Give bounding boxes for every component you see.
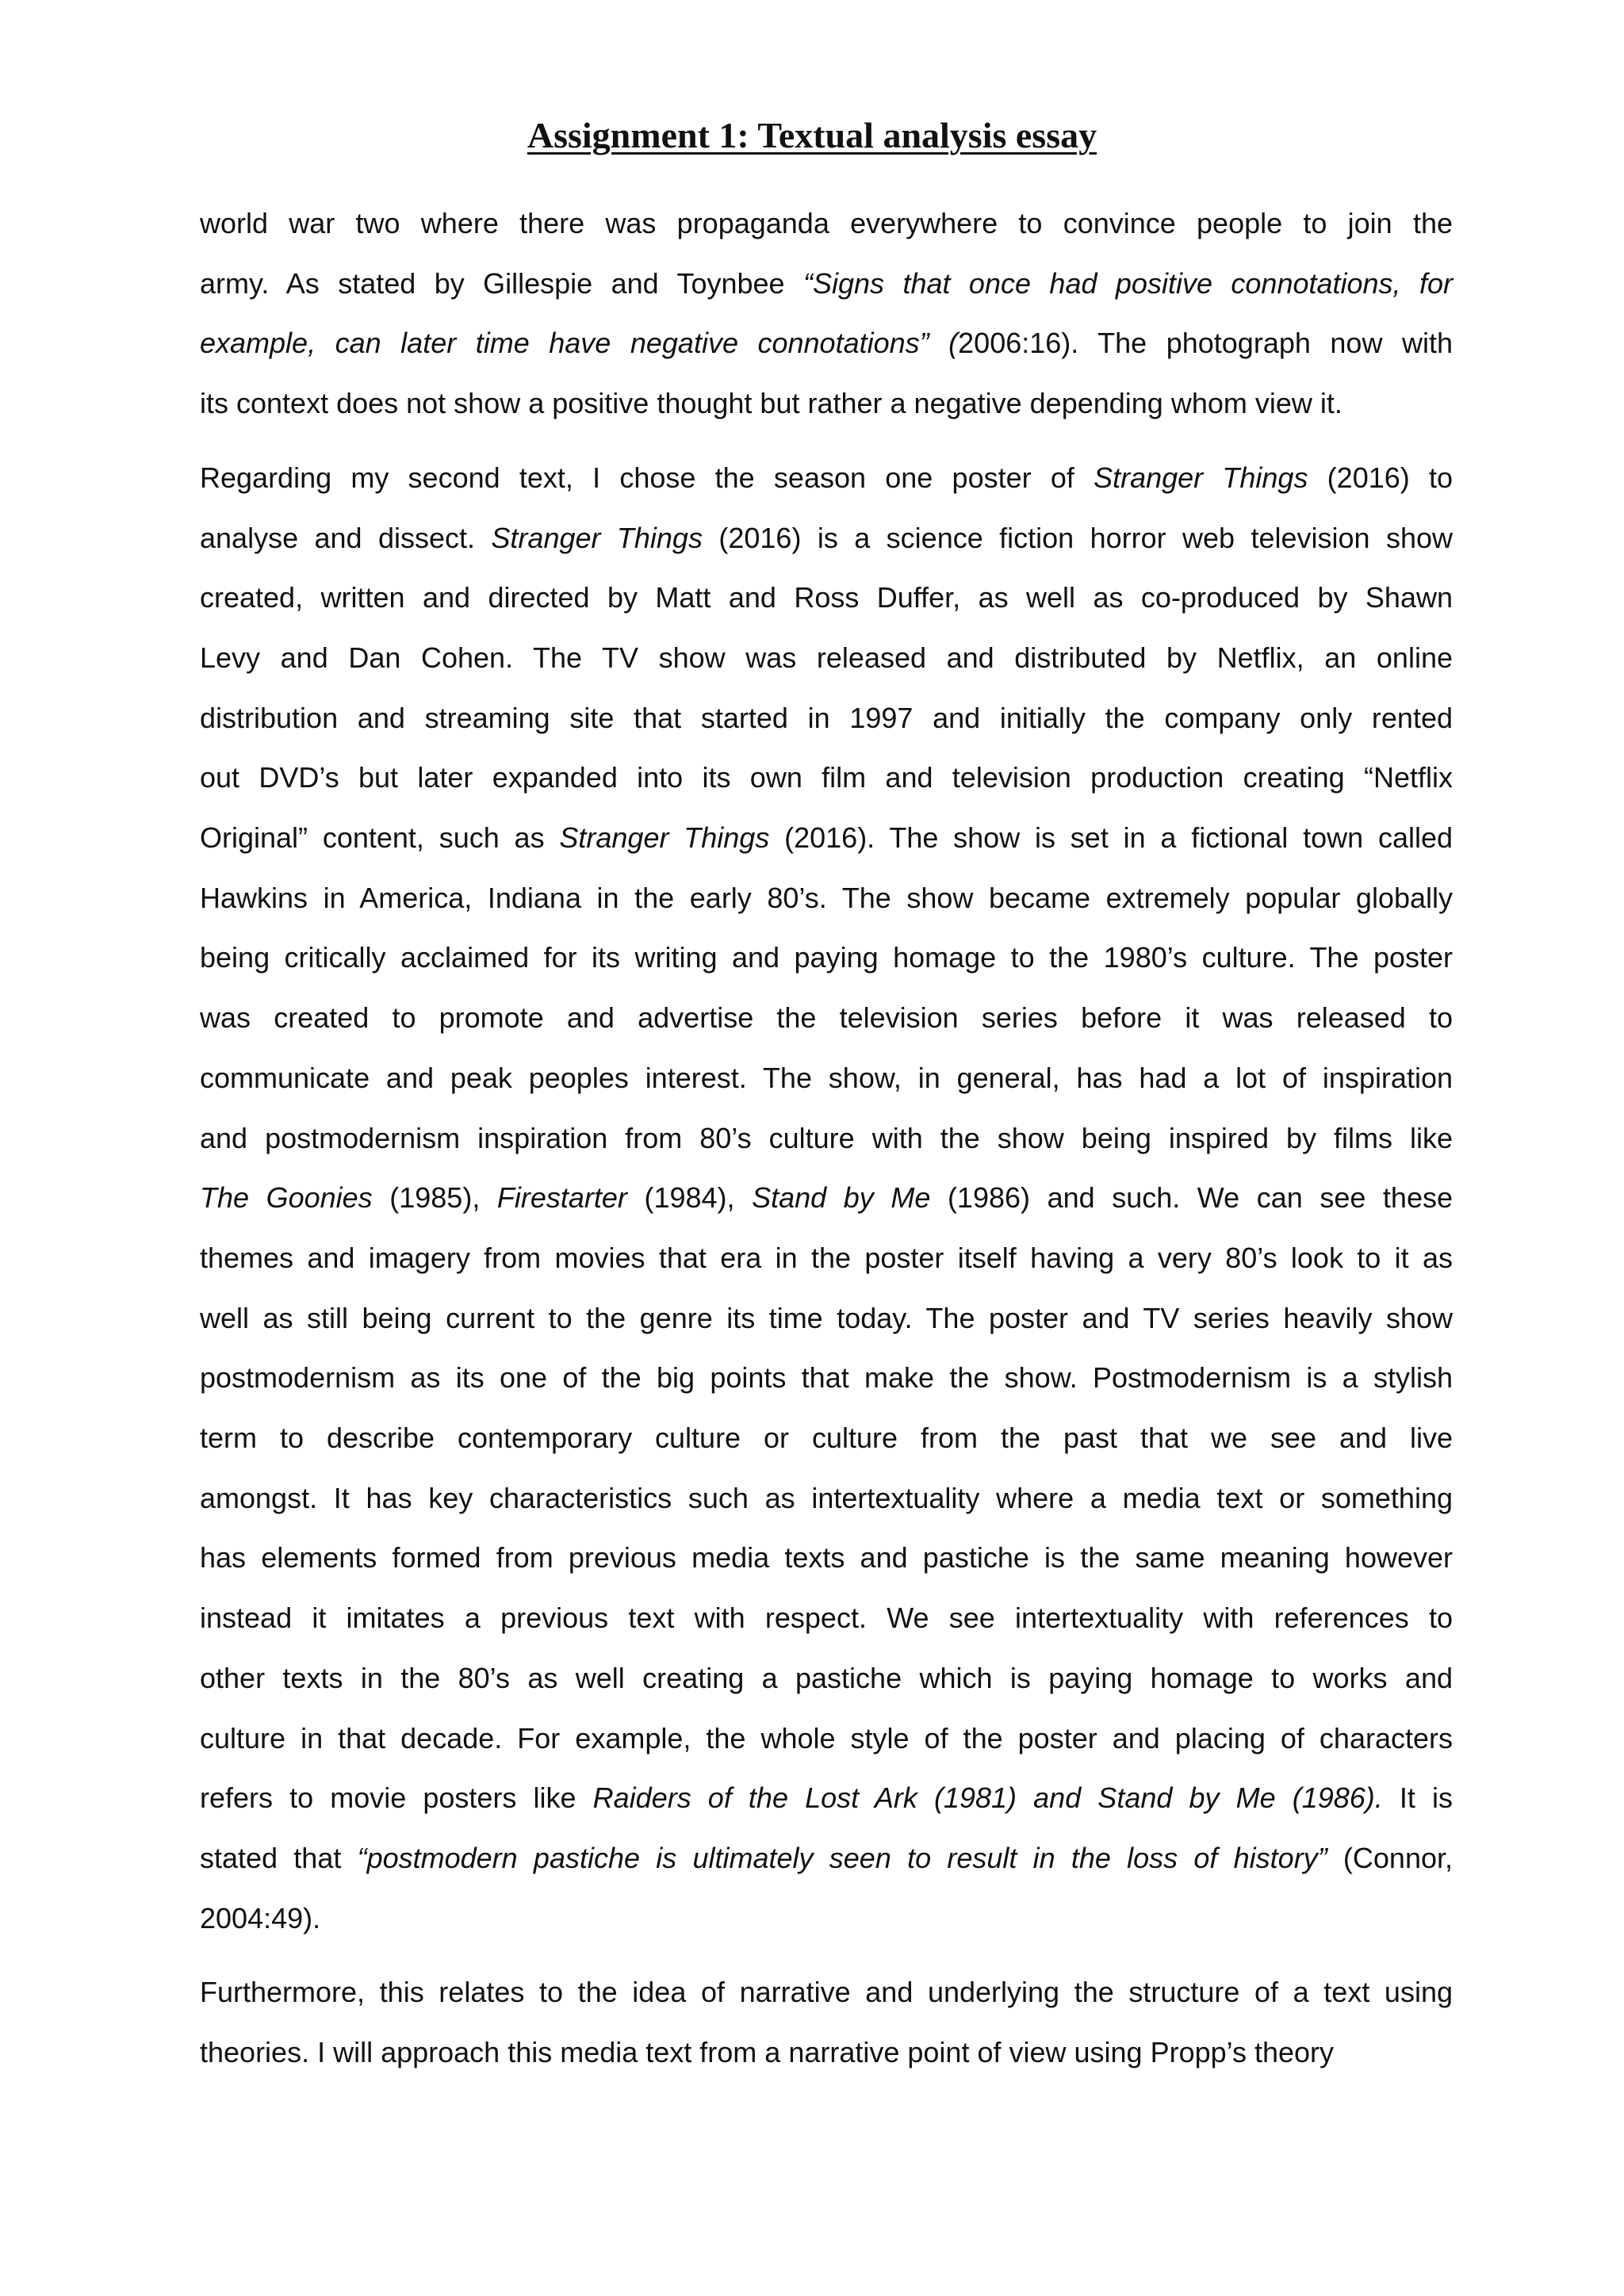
text-line <box>200 1768 1453 1828</box>
text-line <box>200 568 1453 628</box>
paragraph <box>200 1962 1453 2082</box>
italic-text-segment: Stranger Things <box>559 821 770 855</box>
text-segment: It is <box>1382 1781 1453 1815</box>
text-line <box>200 1828 1453 1888</box>
text-segment: and postmodernism inspiration from 80’s culture with the show being inspired by films like <box>200 1121 1453 1154</box>
text-segment: (2016). The show is set in a fictional town called <box>769 821 1454 855</box>
text-segment: themes and imagery from movies that era in the poster itself having a very 80’s look to it as <box>200 1241 1453 1274</box>
text-line <box>200 508 1453 568</box>
italic-text-segment: Raiders of the Lost Ark (1981) and Stand by Me (1986). <box>592 1781 1383 1815</box>
text-segment: 2004:49). <box>200 1901 321 1934</box>
text-line <box>200 1048 1453 1108</box>
italic-text-segment: “postmodern pastiche is ultimately seen to result in the loss of history” <box>357 1841 1327 1874</box>
text-line <box>200 1709 1453 1769</box>
italic-text-segment: Stand by Me <box>752 1181 931 1215</box>
text-line <box>200 313 1453 373</box>
paragraph <box>200 193 1453 434</box>
text-segment: well as still being current to the genre its time today. The poster and TV series heavily show <box>200 1301 1453 1334</box>
text-segment: Furthermore, this relates to the idea of narrative and underlying the structure of a text using <box>200 1976 1453 2009</box>
text-line <box>200 1228 1453 1288</box>
italic-text-segment: Stranger Things <box>1094 461 1308 494</box>
text-line <box>200 1528 1453 1588</box>
text-segment: (2016) to <box>1308 461 1453 494</box>
text-segment: army. As stated by Gillespie and Toynbee <box>200 266 803 300</box>
text-segment: distribution and streaming site that started in 1997 and initially the company only rented <box>200 701 1453 734</box>
text-line <box>200 373 1453 434</box>
text-segment: culture in that decade. For example, the whole style of the poster and placing of characters <box>200 1721 1453 1755</box>
text-segment: instead it imitates a previous text with respect. We see intertextuality with references to <box>200 1601 1453 1635</box>
text-segment: (Connor, <box>1327 1841 1454 1874</box>
text-segment: communicate and peak peoples interest. The show, in general, has had a lot of inspiration <box>200 1061 1453 1094</box>
text-segment: Hawkins in America, Indiana in the early 80’s. The show became extremely popular globally <box>200 881 1453 914</box>
text-segment: refers to movie posters like <box>200 1781 593 1815</box>
text-segment: (2016) is a science fiction horror web television show <box>702 521 1454 554</box>
text-segment: world war two where there was propaganda everywhere to convince people to join the <box>200 207 1453 239</box>
text-line <box>200 868 1453 928</box>
document-title: Assignment 1: Textual analysis essay <box>527 114 1097 155</box>
document-body <box>200 193 1453 2097</box>
text-segment: term to describe contemporary culture or culture from the past that we see and live <box>200 1422 1453 1455</box>
text-line <box>200 1348 1453 1408</box>
text-line <box>200 448 1453 508</box>
text-segment: its context does not show a positive thought but rather a negative depending whom view it. <box>200 387 1342 420</box>
paragraph <box>200 448 1453 1949</box>
text-line <box>200 1648 1453 1709</box>
text-line <box>200 1962 1453 2022</box>
italic-text-segment: example, can later time have negative connotations” ( <box>200 327 959 360</box>
text-segment: created, written and directed by Matt and Ross Duffer, as well as co-produced by Shawn <box>200 581 1453 614</box>
text-segment: analyse and dissect. <box>200 521 492 554</box>
text-segment: (1985), <box>372 1181 497 1215</box>
text-line <box>200 988 1453 1048</box>
text-line <box>200 688 1453 748</box>
text-line <box>200 1288 1453 1349</box>
text-line <box>200 1408 1453 1468</box>
text-line <box>200 1888 1453 1949</box>
text-line <box>200 2022 1453 2083</box>
text-segment: 2006:16). The photograph now with <box>958 327 1453 360</box>
text-line <box>200 193 1453 254</box>
text-segment: other texts in the 80’s as well creating a pastiche which is paying homage to works and <box>200 1661 1453 1694</box>
text-segment: Original” content, such as <box>200 821 560 855</box>
text-line <box>200 928 1453 988</box>
text-segment: out DVD’s but later expanded into its own film and television production creating “Netflix <box>200 761 1453 794</box>
text-line <box>200 1108 1453 1169</box>
text-line <box>200 628 1453 688</box>
text-segment: amongst. It has key characteristics such as intertextuality where a media text or something <box>200 1481 1453 1514</box>
text-segment: was created to promote and advertise the television series before it was released to <box>200 1001 1453 1035</box>
text-segment: being critically acclaimed for its writing and paying homage to the 1980’s culture. The poster <box>200 941 1453 974</box>
text-line <box>200 1588 1453 1648</box>
text-segment: (1984), <box>626 1181 753 1215</box>
text-segment: Levy and Dan Cohen. The TV show was released and distributed by Netflix, an online <box>200 641 1453 674</box>
italic-text-segment: The Goonies <box>200 1181 373 1215</box>
text-segment: theories. I will approach this media text from a narrative point of view using Propp’s theory <box>200 2036 1335 2069</box>
text-line <box>200 1468 1453 1529</box>
text-segment: Regarding my second text, I chose the season one poster of <box>200 461 1094 494</box>
text-line <box>200 808 1453 868</box>
text-segment: (1986) and such. We can see these <box>930 1181 1453 1215</box>
italic-text-segment: Firestarter <box>496 1181 627 1215</box>
text-line <box>200 748 1453 808</box>
italic-text-segment: Stranger Things <box>491 521 703 554</box>
text-segment: postmodernism as its one of the big points that make the show. Postmodernism is a stylish <box>200 1361 1453 1395</box>
italic-text-segment: “Signs that once had positive connotations, for <box>803 266 1453 300</box>
text-line <box>200 254 1453 314</box>
text-segment: has elements formed from previous media texts and pastiche is the same meaning however <box>200 1541 1453 1575</box>
text-segment: stated that <box>200 1841 358 1874</box>
text-line <box>200 1168 1453 1228</box>
